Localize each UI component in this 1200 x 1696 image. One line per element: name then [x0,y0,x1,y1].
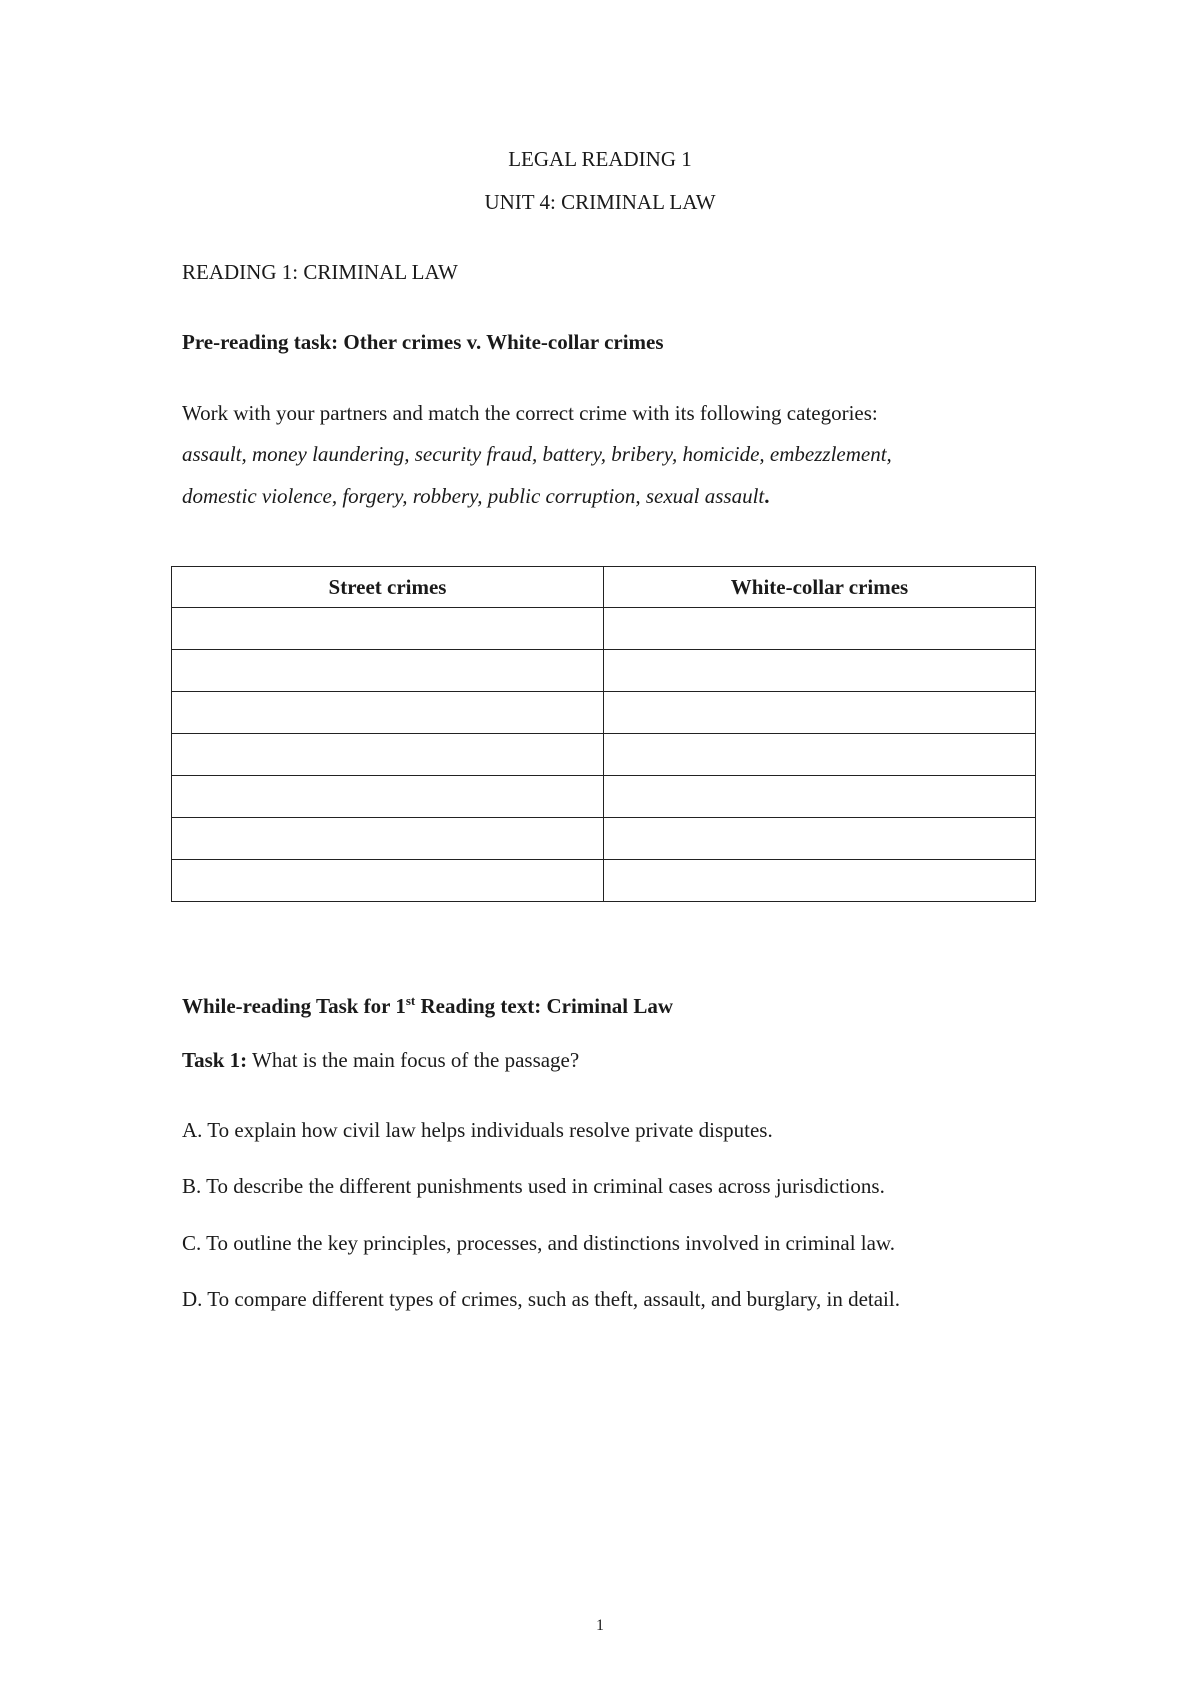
column-header-white-collar-crimes: White-collar crimes [604,567,1036,608]
document-title: LEGAL READING 1 [508,147,692,171]
table-cell[interactable] [604,692,1036,734]
table-cell[interactable] [604,734,1036,776]
table-cell[interactable] [172,734,604,776]
table-cell[interactable] [604,608,1036,650]
table-row [172,818,1036,860]
crime-list-line-1: assault, money laundering, security fraud, battery, bribery, homicide, embezzlement, [182,442,892,466]
table-cell[interactable] [172,860,604,902]
table-row [172,860,1036,902]
table-row [172,608,1036,650]
pre-reading-heading [182,330,664,355]
task-1-question [182,1048,579,1073]
pre-reading-label: Pre-reading task: [182,330,339,354]
crime-list-period: . [764,484,770,508]
page-number: 1 [596,1617,604,1634]
task-label: Task 1: [182,1048,248,1072]
crime-category-table [171,566,1036,902]
table-cell[interactable] [604,818,1036,860]
table-row [172,692,1036,734]
reading-heading: READING 1: CRIMINAL LAW [182,260,458,284]
table-row [172,734,1036,776]
option-d: D. To compare different types of crimes, such as theft, assault, and burglary, in detail. [182,1287,900,1311]
table-cell[interactable] [604,860,1036,902]
table-cell[interactable] [172,608,604,650]
ordinal-suffix: st [405,993,416,1008]
crime-list-line-2 [182,484,770,509]
table-cell[interactable] [172,776,604,818]
pre-reading-title: Other crimes v. White-collar crimes [343,330,664,354]
table-row [172,650,1036,692]
option-a: A. To explain how civil law helps individuals resolve private disputes. [182,1118,773,1142]
task-question: What is the main focus of the passage? [247,1048,580,1072]
column-header-street-crimes: Street crimes [172,567,604,608]
unit-title: UNIT 4: CRIMINAL LAW [484,190,716,214]
table-cell[interactable] [172,818,604,860]
table-cell[interactable] [172,650,604,692]
table-header-row [172,567,1036,608]
table-cell[interactable] [604,776,1036,818]
option-b: B. To describe the different punishments used in criminal cases across jurisdictions. [182,1174,885,1198]
pre-reading-instruction: Work with your partners and match the correct crime with its following categories: [182,401,878,425]
while-reading-heading [182,994,673,1019]
table-cell[interactable] [172,692,604,734]
table-row [172,776,1036,818]
while-reading-heading-end: Reading text: Criminal Law [415,994,674,1018]
option-c: C. To outline the key principles, processes, and distinctions involved in criminal law. [182,1231,895,1255]
while-reading-heading-start: While-reading Task for 1 [182,994,406,1018]
crime-list-line-2-text: domestic violence, forgery, robbery, public corruption, sexual assault [182,484,765,508]
table-cell[interactable] [604,650,1036,692]
